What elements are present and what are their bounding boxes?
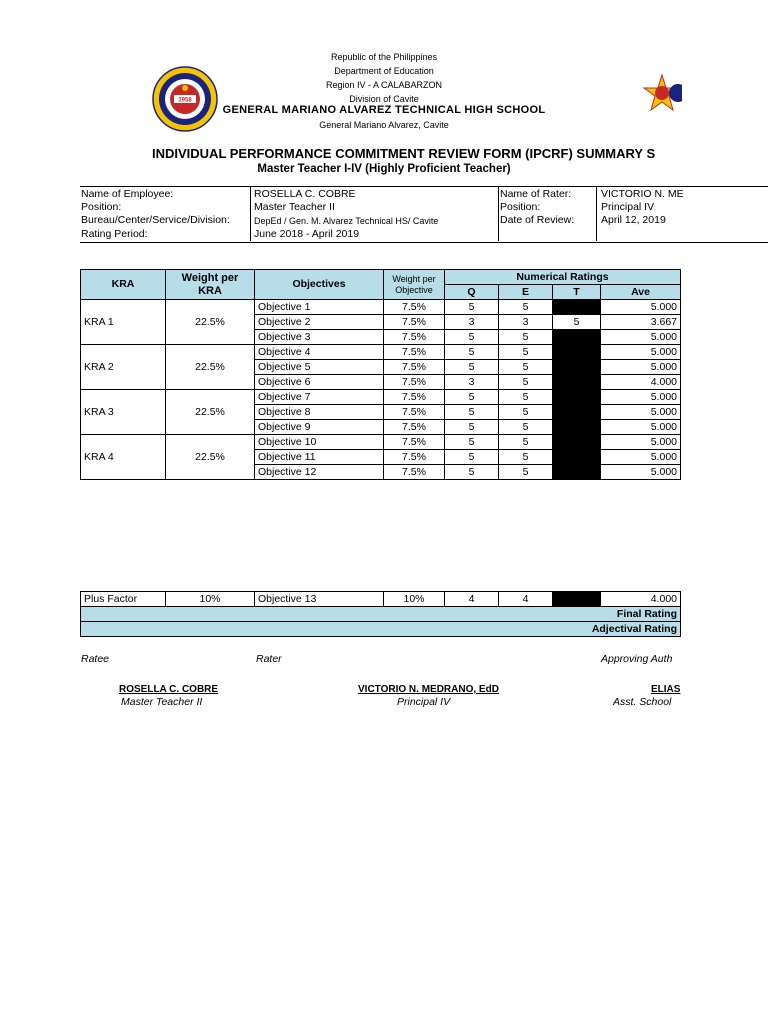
rater-value: VICTORIO N. ME xyxy=(601,188,684,200)
school-name: GENERAL MARIANO ALVAREZ TECHNICAL HIGH SCHOOL xyxy=(222,104,546,116)
header-kra: KRA xyxy=(81,270,166,300)
table-row xyxy=(81,300,681,315)
plus-factor-label: Plus Factor xyxy=(81,592,166,607)
rating-e: 5 xyxy=(499,360,553,375)
rating-e: 5 xyxy=(499,450,553,465)
rating-ave: 3.667 xyxy=(601,315,681,330)
info-divider-3 xyxy=(596,186,597,241)
header-numerical-ratings: Numerical Ratings xyxy=(445,270,681,285)
plus-factor-table xyxy=(80,591,681,637)
kra-name: KRA 1 xyxy=(81,300,166,345)
objective-name: Objective 5 xyxy=(255,360,384,375)
position-value: Master Teacher II xyxy=(254,201,335,213)
kra-name: KRA 3 xyxy=(81,390,166,435)
info-divider-1 xyxy=(250,186,251,241)
table-row xyxy=(81,345,681,360)
header-weight-per-objective-line1: Weight per xyxy=(392,273,436,284)
period-label: Rating Period: xyxy=(81,228,148,240)
bureau-label: Bureau/Center/Service/Division: xyxy=(81,214,230,226)
rating-t xyxy=(553,330,601,345)
rating-t xyxy=(553,450,601,465)
rating-e: 5 xyxy=(499,420,553,435)
approver-position: Asst. School xyxy=(613,696,672,708)
rating-ave: 5.000 xyxy=(601,465,681,480)
header-q: Q xyxy=(445,285,499,300)
objective-weight: 7.5% xyxy=(384,360,445,375)
rating-q: 3 xyxy=(445,375,499,390)
objective-weight: 7.5% xyxy=(384,345,445,360)
kra-weight: 22.5% xyxy=(166,300,255,345)
kra-weight: 22.5% xyxy=(166,390,255,435)
objective-name: Objective 11 xyxy=(255,450,384,465)
rating-q: 5 xyxy=(445,390,499,405)
rating-q: 5 xyxy=(445,330,499,345)
rating-ave: 5.000 xyxy=(601,345,681,360)
info-divider-2 xyxy=(498,186,499,241)
header-weight-per-objective-line2: Objective xyxy=(395,284,433,295)
rating-ave: 5.000 xyxy=(601,420,681,435)
header-republic: Republic of the Philippines xyxy=(330,52,438,62)
school-address: General Mariano Alvarez, Cavite xyxy=(319,120,449,130)
final-rating-row xyxy=(81,607,681,622)
objective-name: Objective 4 xyxy=(255,345,384,360)
objective-weight: 7.5% xyxy=(384,420,445,435)
table-row xyxy=(81,435,681,450)
rater-label: Name of Rater: xyxy=(500,188,572,200)
bureau-value: DepEd / Gen. M. Alvarez Technical HS/ Cavite xyxy=(254,216,439,226)
employee-label: Name of Employee: xyxy=(81,188,174,200)
rating-q: 5 xyxy=(445,435,499,450)
rating-q: 5 xyxy=(445,450,499,465)
objective-weight: 7.5% xyxy=(384,390,445,405)
kra-weight: 22.5% xyxy=(166,435,255,480)
ratee-role: Ratee xyxy=(81,653,110,665)
rating-q: 3 xyxy=(445,315,499,330)
objective-weight: 7.5% xyxy=(384,465,445,480)
objective-weight: 7.5% xyxy=(384,300,445,315)
rating-ave: 5.000 xyxy=(601,390,681,405)
objective-weight: 7.5% xyxy=(384,435,445,450)
rater-position-value: Principal IV xyxy=(601,201,655,213)
position-label: Position: xyxy=(81,201,122,213)
rating-q: 5 xyxy=(445,420,499,435)
rating-q: 5 xyxy=(445,465,499,480)
rating-e: 5 xyxy=(499,390,553,405)
rating-t xyxy=(553,390,601,405)
rating-ave: 4.000 xyxy=(601,375,681,390)
objective-name: Objective 9 xyxy=(255,420,384,435)
employee-value: ROSELLA C. COBRE xyxy=(254,188,356,200)
objective-weight: 7.5% xyxy=(384,315,445,330)
objective-name: Objective 7 xyxy=(255,390,384,405)
header-weight-per-kra-line2: KRA xyxy=(198,284,222,297)
header-department: Department of Education xyxy=(334,66,434,76)
header-ave: Ave xyxy=(601,285,681,300)
header-weight-per-kra xyxy=(166,270,255,300)
objective-weight: 7.5% xyxy=(384,330,445,345)
objective-name: Objective 3 xyxy=(255,330,384,345)
period-value: June 2018 - April 2019 xyxy=(254,228,360,240)
approver-name: ELIAS xyxy=(651,684,681,695)
objective-name: Objective 8 xyxy=(255,405,384,420)
rating-q: 5 xyxy=(445,360,499,375)
header-objectives: Objectives xyxy=(255,270,384,300)
header-t: T xyxy=(553,285,601,300)
rating-ave: 5.000 xyxy=(601,300,681,315)
final-rating-label: Final Rating xyxy=(81,607,681,622)
rating-ave: 5.000 xyxy=(601,435,681,450)
objective-name: Objective 10 xyxy=(255,435,384,450)
rating-e: 5 xyxy=(499,465,553,480)
rating-t xyxy=(553,405,601,420)
header-weight-per-kra-line1: Weight per xyxy=(181,271,239,284)
review-date-value: April 12, 2019 xyxy=(601,214,666,226)
objective-weight: 7.5% xyxy=(384,450,445,465)
rating-q: 5 xyxy=(445,405,499,420)
rating-ave: 5.000 xyxy=(601,450,681,465)
header-e: E xyxy=(499,285,553,300)
plus-factor-row xyxy=(81,592,681,607)
rater-signature-position: Principal IV xyxy=(397,696,451,708)
rating-ave: 5.000 xyxy=(601,405,681,420)
rater-position-label: Position: xyxy=(500,201,541,213)
plus-rating-t xyxy=(553,592,601,607)
form-subtitle: Master Teacher I-IV (Highly Proficient Teacher) xyxy=(257,163,511,175)
kra-name: KRA 2 xyxy=(81,345,166,390)
objective-weight: 7.5% xyxy=(384,405,445,420)
objective-name: Objective 12 xyxy=(255,465,384,480)
rating-e: 5 xyxy=(499,405,553,420)
rating-e: 5 xyxy=(499,435,553,450)
form-title: INDIVIDUAL PERFORMANCE COMMITMENT REVIEW FORM (IPCRF) SUMMARY S xyxy=(152,146,656,161)
objective-weight: 7.5% xyxy=(384,375,445,390)
rating-ave: 5.000 xyxy=(601,330,681,345)
plus-factor-weight: 10% xyxy=(166,592,255,607)
ratee-position: Master Teacher II xyxy=(121,696,203,708)
header-weight-per-objective xyxy=(384,270,445,300)
rater-role: Rater xyxy=(256,653,282,665)
plus-objective-name: Objective 13 xyxy=(255,592,384,607)
header-division: Division of Cavite xyxy=(349,94,419,104)
ratee-name: ROSELLA C. COBRE xyxy=(119,684,219,695)
plus-rating-q: 4 xyxy=(445,592,499,607)
rating-q: 5 xyxy=(445,345,499,360)
rater-signature-name: VICTORIO N. MEDRANO, EdD xyxy=(358,684,499,695)
rating-e: 5 xyxy=(499,300,553,315)
plus-rating-e: 4 xyxy=(499,592,553,607)
review-date-label: Date of Review: xyxy=(500,214,575,226)
objective-name: Objective 1 xyxy=(255,300,384,315)
rating-e: 3 xyxy=(499,315,553,330)
rating-t xyxy=(553,435,601,450)
ratings-table xyxy=(80,269,681,480)
rating-e: 5 xyxy=(499,375,553,390)
seal-year-text: 1958 xyxy=(178,97,192,104)
adjectival-rating-label: Adjectival Rating xyxy=(81,622,681,637)
rating-e: 5 xyxy=(499,345,553,360)
rating-t xyxy=(553,465,601,480)
header-region: Region IV - A CALABARZON xyxy=(325,80,443,90)
rating-q: 5 xyxy=(445,300,499,315)
rating-t xyxy=(553,375,601,390)
plus-rating-ave: 4.000 xyxy=(601,592,681,607)
plus-objective-weight: 10% xyxy=(384,592,445,607)
kra-weight: 22.5% xyxy=(166,345,255,390)
kra-name: KRA 4 xyxy=(81,435,166,480)
rating-t xyxy=(553,420,601,435)
objective-name: Objective 2 xyxy=(255,315,384,330)
objective-name: Objective 6 xyxy=(255,375,384,390)
rating-t xyxy=(553,360,601,375)
rating-e: 5 xyxy=(499,330,553,345)
rating-ave: 5.000 xyxy=(601,360,681,375)
adjectival-rating-row xyxy=(81,622,681,637)
rating-t xyxy=(553,300,601,315)
table-row xyxy=(81,390,681,405)
rating-t: 5 xyxy=(553,315,601,330)
rating-t xyxy=(553,345,601,360)
approver-role: Approving Auth xyxy=(601,653,673,665)
